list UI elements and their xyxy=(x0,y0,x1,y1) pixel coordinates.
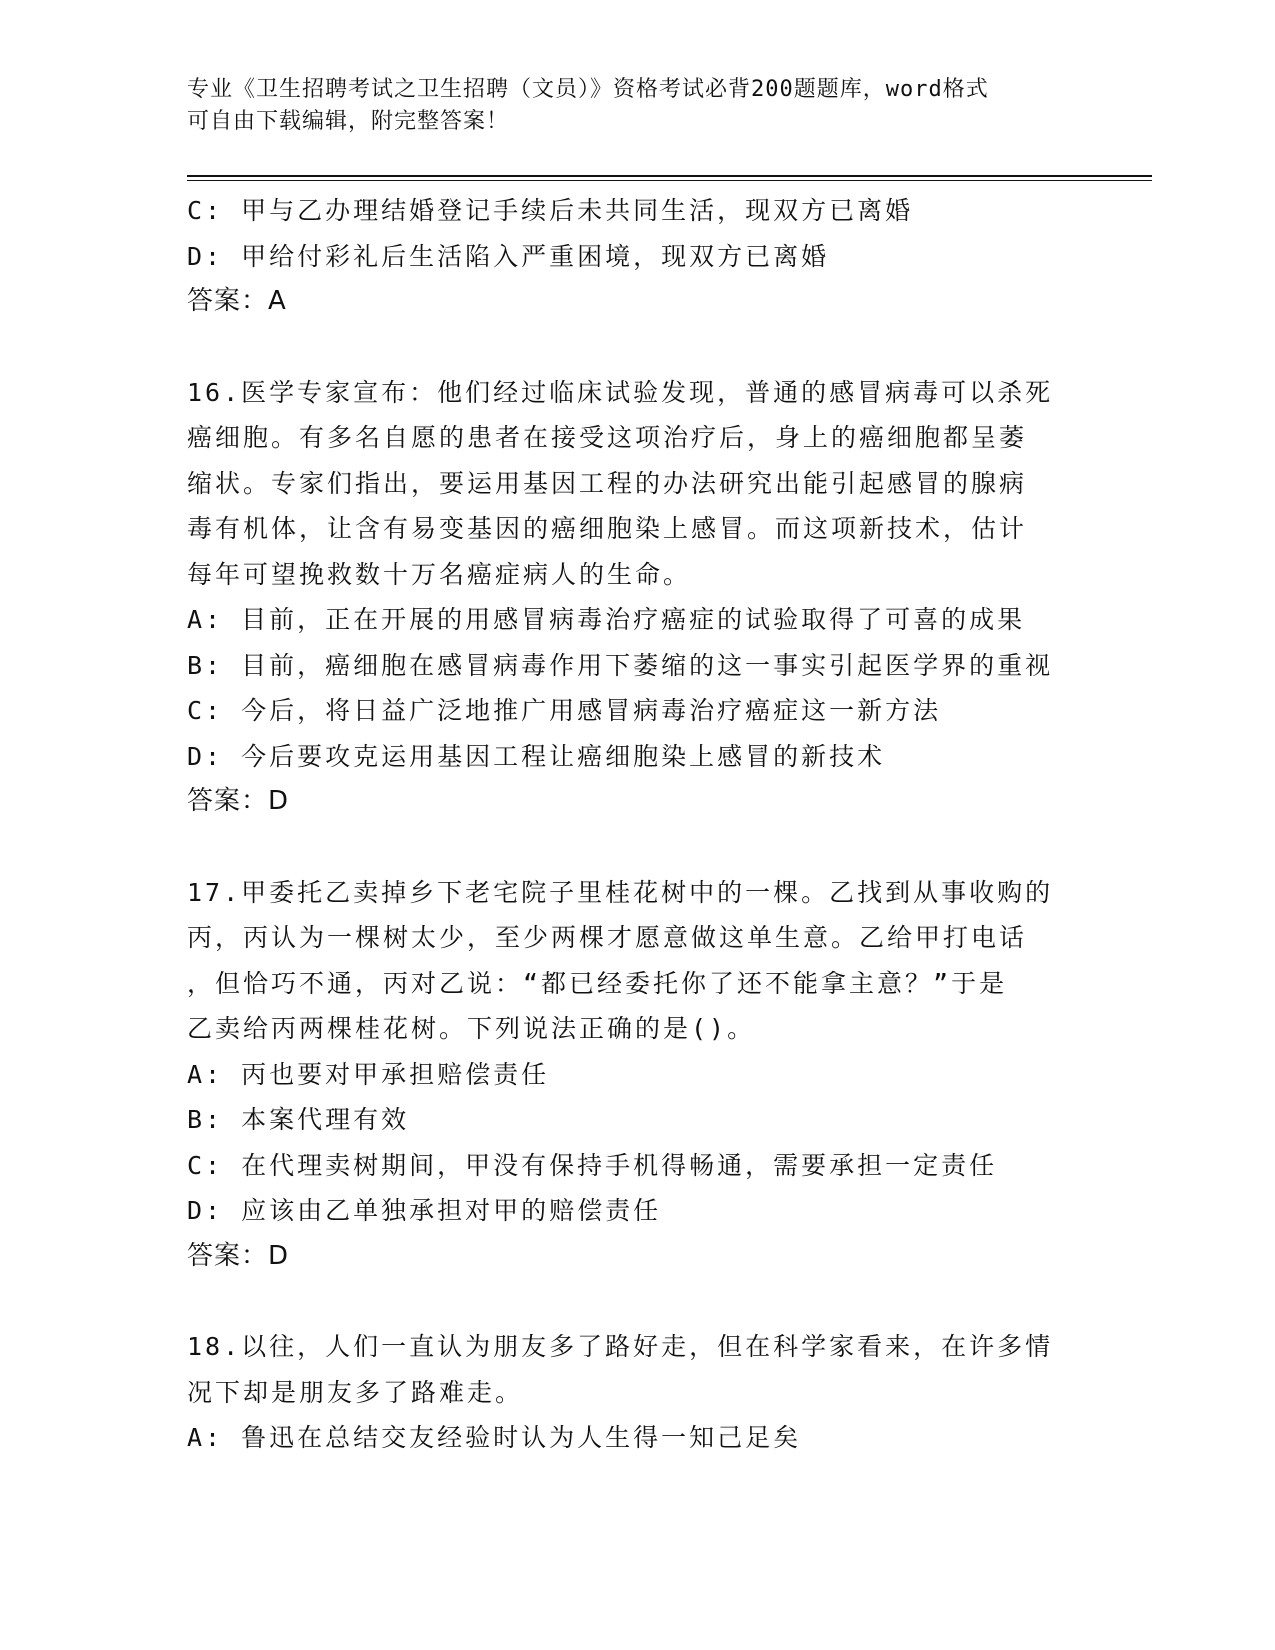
option-c: C: 今后，将日益广泛地推广用感冒病毒治疗癌症这一新方法 xyxy=(187,696,942,725)
answer-line: 答案：A xyxy=(187,286,287,316)
question-stem-line: 况下却是朋友多了路难走。 xyxy=(187,1377,524,1407)
question-stem-line: 丙，丙认为一棵树太少，至少两棵才愿意做这单生意。乙给甲打电话 xyxy=(187,923,1028,952)
header-line-2: 可自由下载编辑，附完整答案！ xyxy=(187,109,510,134)
option-a: A: 鲁迅在总结交友经验时认为人生得一知己足矣 xyxy=(187,1423,802,1452)
question-stem-line: 毒有机体，让含有易变基因的癌细胞染上感冒。而这项新技术，估计 xyxy=(187,514,1028,543)
option-d: D: 甲给付彩礼后生活陷入严重困境，现双方已离婚 xyxy=(187,241,830,271)
header-line-1: 专业《卫生招聘考试之卫生招聘（文员）》资格考试必背200题题库，word格式 xyxy=(187,77,989,102)
document-body xyxy=(187,188,1087,1461)
question-stem-line: 每年可望挽救数十万名癌症病人的生命。 xyxy=(187,559,692,589)
question-stem-line: 18.以往，人们一直认为朋友多了路好走，但在科学家看来，在许多情 xyxy=(187,1332,1054,1361)
answer-line: 答案：D xyxy=(187,786,290,816)
option-c: C: 甲与乙办理结婚登记手续后未共同生活，现双方已离婚 xyxy=(187,196,914,225)
question-stem-line: 17.甲委托乙卖掉乡下老宅院子里桂花树中的一棵。乙找到从事收购的 xyxy=(187,877,1054,907)
question-stem-line: 缩状。专家们指出，要运用基因工程的办法研究出能引起感冒的腺病 xyxy=(187,468,1028,498)
question-continuation xyxy=(187,188,1087,325)
header-rule-thin xyxy=(187,180,1152,181)
question-stem-line: ，但恰巧不通，丙对乙说：“都已经委托你了还不能拿主意？”于是 xyxy=(187,968,1008,998)
answer-line: 答案：D xyxy=(187,1240,290,1271)
question-18 xyxy=(187,1324,1087,1461)
option-a: A: 目前，正在开展的用感冒病毒治疗癌症的试验取得了可喜的成果 xyxy=(187,605,1026,634)
question-stem-line: 癌细胞。有多名自愿的患者在接受这项治疗后，身上的癌细胞都呈萎 xyxy=(187,423,1028,452)
option-b: B: 目前，癌细胞在感冒病毒作用下萎缩的这一事实引起医学界的重视 xyxy=(187,650,1054,680)
option-d: D: 今后要攻克运用基因工程让癌细胞染上感冒的新技术 xyxy=(187,741,886,771)
page-header xyxy=(187,74,1067,138)
option-d: D: 应该由乙单独承担对甲的赔偿责任 xyxy=(187,1196,662,1225)
question-stem-line: 16.医学专家宣布：他们经过临床试验发现，普通的感冒病毒可以杀死 xyxy=(187,377,1054,407)
header-rule-thick xyxy=(187,175,1152,177)
question-16 xyxy=(187,370,1087,825)
option-b: B: 本案代理有效 xyxy=(187,1105,410,1134)
question-stem-line: 乙卖给丙两棵桂花树。下列说法正确的是()。 xyxy=(187,1014,756,1043)
option-a: A: 丙也要对甲承担赔偿责任 xyxy=(187,1059,550,1089)
option-c: C: 在代理卖树期间，甲没有保持手机得畅通，需要承担一定责任 xyxy=(187,1150,998,1180)
question-17 xyxy=(187,870,1087,1280)
